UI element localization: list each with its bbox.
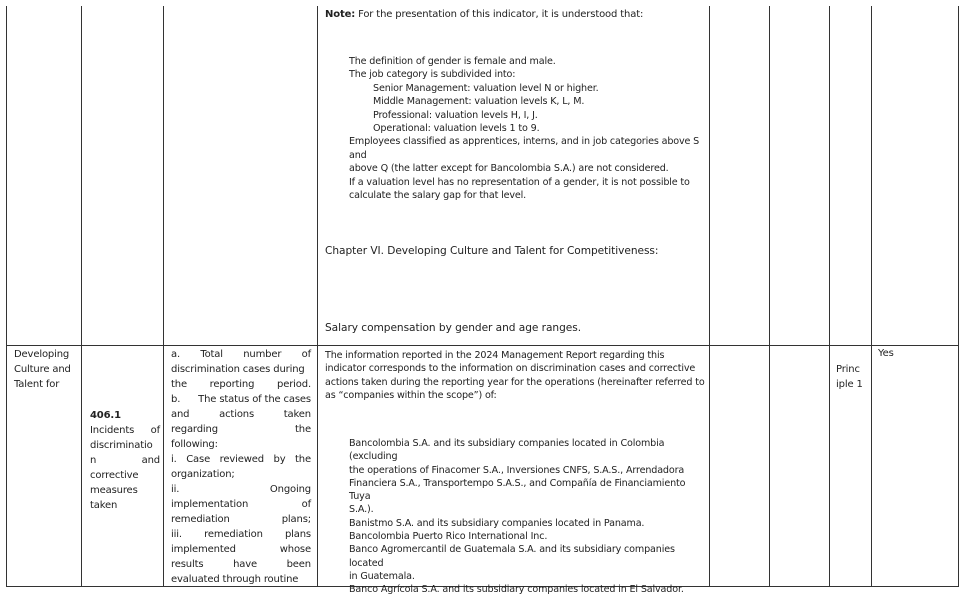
company-line: Financiera S.A., Transportempo S.A.S., and Compañía de Financiamiento Tuya — [349, 477, 686, 503]
requirement-word: b. — [171, 394, 181, 405]
principle-line: iple 1 — [836, 379, 863, 390]
requirement-line: evaluated through routine — [171, 574, 299, 585]
column-divider — [871, 6, 872, 587]
requirement-line — [171, 347, 311, 362]
requirement-line — [171, 527, 311, 542]
column-divider — [709, 6, 710, 587]
info-line: as “companies within the scope”) of: — [325, 389, 497, 401]
note-label: Note: — [325, 9, 356, 20]
requirement-cell — [171, 347, 311, 587]
gri-word: of — [150, 425, 160, 436]
requirement-word: been — [286, 559, 311, 570]
company-line: the operations of Finacomer S.A., Inversiones CNFS, S.A.S., Arrendadora — [349, 464, 685, 476]
definition-line: Operational: valuation levels 1 to 9. — [373, 123, 540, 135]
answer-cell: Yes — [878, 348, 894, 359]
column-divider — [829, 6, 830, 587]
company-line: S.A.). — [349, 504, 374, 516]
definition-line: calculate the salary gap for that level. — [349, 190, 527, 202]
topic-line: Talent for — [14, 379, 60, 390]
definition-line: Employees classified as apprentices, interns, and in job categories above S and — [349, 136, 700, 161]
info-line: indicator corresponds to the information on discrimination cases and corrective — [325, 363, 696, 375]
requirement-word: taken — [283, 409, 311, 420]
requirement-line — [171, 512, 311, 527]
requirement-word: plans — [284, 529, 311, 540]
gri-line: discriminatio — [90, 440, 153, 451]
requirement-word: a. — [171, 349, 181, 360]
company-line: in Guatemala. — [349, 570, 415, 582]
requirement-word: the — [171, 379, 187, 390]
requirement-word: ii. — [171, 484, 180, 495]
column-divider — [81, 6, 82, 587]
gri-word: and — [141, 455, 160, 466]
definition-line: Professional: valuation levels H, I, J. — [373, 109, 538, 121]
company-line: Banco Agrícola S.A. and its subsidiary companies located in El Salvador. — [349, 584, 684, 596]
requirement-word: plans; — [281, 514, 311, 525]
company-line: Banco Agromercantil de Guatemala S.A. and its subsidiary companies located — [349, 544, 675, 569]
gri-line: measures — [90, 485, 138, 496]
column-divider — [163, 6, 164, 587]
requirement-line: discrimination cases during — [171, 364, 305, 375]
companies-list — [349, 437, 705, 597]
column-divider — [769, 6, 770, 587]
definition-line: The job category is subdivided into: — [349, 69, 516, 81]
company-line: Bancolombia S.A. and its subsidiary companies located in Colombia (excluding — [349, 438, 665, 463]
requirement-word: by — [273, 454, 286, 465]
principle-cell — [836, 362, 868, 392]
definition-list — [349, 55, 705, 202]
requirement-word: iii. — [171, 529, 182, 540]
requirement-word: results — [171, 559, 204, 570]
gri-code: 406.1 — [90, 410, 121, 421]
gri-standard-cell — [90, 408, 160, 513]
requirement-word: implemented — [171, 544, 236, 555]
company-line: Bancolombia Puerto Rico International Inc. — [349, 531, 548, 543]
topic-cell — [14, 347, 78, 392]
requirement-word: Case — [186, 454, 211, 465]
requirement-word: Ongoing — [269, 484, 311, 495]
requirement-word: regarding — [171, 424, 218, 435]
requirement-word: remediation — [171, 514, 230, 525]
definition-line: above Q (the latter except for Bancolombia S.A.) are not considered. — [349, 163, 669, 175]
definition-line: The definition of gender is female and male. — [349, 56, 556, 67]
info-paragraph — [325, 349, 705, 402]
gri-line: corrective — [90, 470, 139, 481]
note-text: For the presentation of this indicator, it is understood that: — [355, 9, 644, 20]
requirement-line — [171, 392, 311, 407]
principle-line: Princ — [836, 364, 860, 375]
requirement-word: the — [295, 424, 311, 435]
topic-line: Developing — [14, 349, 70, 360]
note-paragraph — [325, 8, 705, 21]
row-divider — [6, 345, 959, 346]
requirement-word: actions — [219, 409, 255, 420]
requirement-line — [171, 557, 311, 572]
requirement-line — [171, 452, 311, 467]
gri-line — [90, 453, 160, 468]
requirement-word: whose — [279, 544, 311, 555]
requirement-word: remediation — [204, 529, 263, 540]
requirement-word: Total — [200, 349, 223, 360]
requirement-word: reporting — [209, 379, 255, 390]
requirement-line — [171, 407, 311, 422]
definition-line: Senior Management: valuation level N or higher. — [373, 82, 599, 94]
chapter-heading: Chapter VI. Developing Culture and Talent for Competitiveness: — [325, 245, 659, 257]
gri-line: taken — [90, 500, 118, 511]
requirement-word: number — [243, 349, 282, 360]
requirement-line — [171, 542, 311, 557]
info-line: The information reported in the 2024 Management Report regarding this — [325, 350, 665, 361]
requirement-word: The status of the cases — [198, 394, 311, 405]
gri-word: n — [90, 455, 97, 466]
requirement-line — [171, 482, 311, 497]
table-border-right — [958, 6, 959, 587]
requirement-word: have — [233, 559, 257, 570]
requirement-word: implementation — [171, 499, 249, 510]
requirement-line — [171, 422, 311, 437]
definition-line: Middle Management: valuation levels K, L, M. — [373, 96, 585, 108]
requirement-word: of — [301, 499, 311, 510]
requirement-line: organization; — [171, 469, 235, 480]
requirement-word: period. — [277, 379, 311, 390]
requirement-line — [171, 497, 311, 512]
table-border-left — [6, 6, 7, 587]
definition-line: If a valuation level has no representation of a gender, it is not possible to — [349, 176, 690, 188]
requirement-word: and — [171, 409, 190, 420]
topic-line: Culture and — [14, 364, 71, 375]
requirement-word: of — [301, 349, 311, 360]
requirement-word: i. — [171, 454, 177, 465]
requirement-line: following: — [171, 439, 218, 450]
requirement-word: the — [295, 454, 311, 465]
requirement-line — [171, 377, 311, 392]
gri-word: Incidents — [90, 425, 135, 436]
company-line: Banistmo S.A. and its subsidiary companies located in Panama. — [349, 517, 645, 529]
requirement-word: reviewed — [219, 454, 264, 465]
column-divider — [317, 6, 318, 587]
gri-line — [90, 423, 160, 438]
salary-heading: Salary compensation by gender and age ranges. — [325, 322, 582, 334]
info-line: actions taken during the reporting year for the operations (hereinafter referred to — [325, 376, 705, 388]
